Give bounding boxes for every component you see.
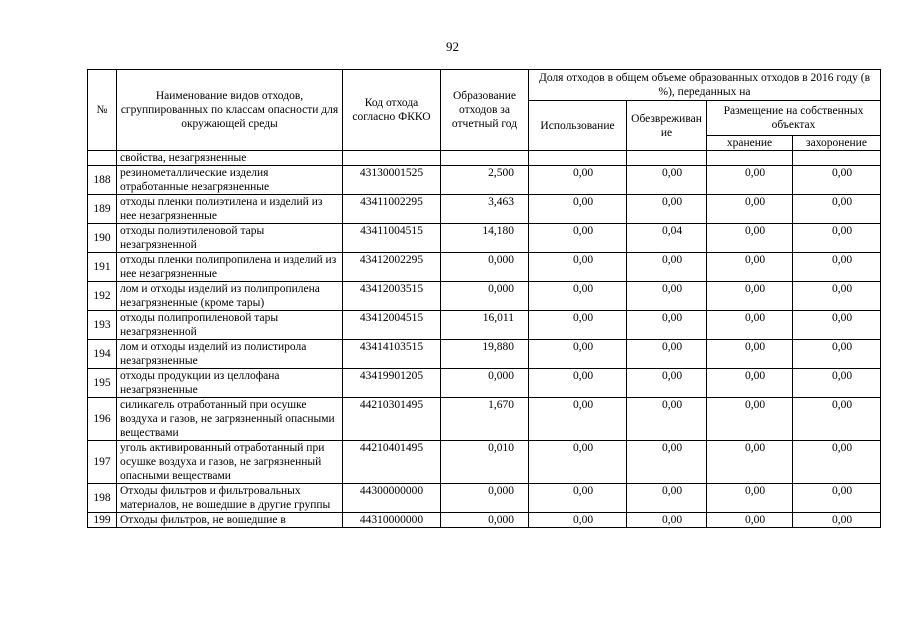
- waste-name: отходы полипропиленовой тары незагрязненной: [117, 311, 343, 340]
- header-generated: Образование отходов за отчетный год: [441, 70, 529, 151]
- generated-value: 0,000: [441, 282, 529, 311]
- table-row: [88, 311, 881, 340]
- storage-value: 0,00: [707, 340, 793, 369]
- use-value: 0,00: [529, 369, 627, 398]
- storage-value: 0,00: [707, 484, 793, 513]
- generated-value: 0,000: [441, 253, 529, 282]
- waste-code: 44310000000: [343, 513, 441, 528]
- waste-table: [87, 69, 881, 528]
- storage-value: 0,00: [707, 282, 793, 311]
- row-number: 189: [88, 195, 117, 224]
- use-value: 0,00: [529, 282, 627, 311]
- storage-value: 0,00: [707, 224, 793, 253]
- waste-name: лом и отходы изделий из полистирола незагрязненные: [117, 340, 343, 369]
- continuation-text: свойства, незагрязненные: [117, 151, 343, 166]
- use-value: 0,00: [529, 224, 627, 253]
- header-name: Наименование видов отходов, сгруппированных по классам опасности для окружающей среды: [117, 70, 343, 151]
- generated-value: 2,500: [441, 166, 529, 195]
- generated-value: 0,000: [441, 513, 529, 528]
- table-row: [88, 369, 881, 398]
- use-value: 0,00: [529, 484, 627, 513]
- neutral-value: 0,00: [627, 369, 707, 398]
- continuation-row: [88, 151, 881, 166]
- table-row: [88, 340, 881, 369]
- waste-name: отходы пленки полиэтилена и изделий из нее незагрязненные: [117, 195, 343, 224]
- row-number: 194: [88, 340, 117, 369]
- waste-code: 43419901205: [343, 369, 441, 398]
- waste-name: отходы полиэтиленовой тары незагрязненной: [117, 224, 343, 253]
- waste-name: лом и отходы изделий из полипропилена незагрязненные (кроме тары): [117, 282, 343, 311]
- use-value: 0,00: [529, 311, 627, 340]
- burial-value: 0,00: [793, 398, 881, 441]
- waste-name: отходы пленки полипропилена и изделий из нее незагрязненные: [117, 253, 343, 282]
- generated-value: 14,180: [441, 224, 529, 253]
- waste-name: отходы продукции из целлофана незагрязненные: [117, 369, 343, 398]
- neutral-value: 0,04: [627, 224, 707, 253]
- waste-code: 43412004515: [343, 311, 441, 340]
- neutral-value: 0,00: [627, 253, 707, 282]
- row-number: 190: [88, 224, 117, 253]
- neutral-value: 0,00: [627, 282, 707, 311]
- table-row: [88, 484, 881, 513]
- use-value: 0,00: [529, 513, 627, 528]
- neutral-value: 0,00: [627, 166, 707, 195]
- neutral-value: 0,00: [627, 484, 707, 513]
- header-storage: хранение: [707, 136, 793, 151]
- header-share: Доля отходов в общем объеме образованных отходов в 2016 году (в %), переданных на: [529, 70, 881, 101]
- generated-value: 0,000: [441, 484, 529, 513]
- storage-value: 0,00: [707, 311, 793, 340]
- waste-code: 43412003515: [343, 282, 441, 311]
- use-value: 0,00: [529, 195, 627, 224]
- row-number: 191: [88, 253, 117, 282]
- burial-value: 0,00: [793, 484, 881, 513]
- use-value: 0,00: [529, 441, 627, 484]
- waste-code: 43414103515: [343, 340, 441, 369]
- neutral-value: 0,00: [627, 195, 707, 224]
- waste-name: Отходы фильтров, не вошедшие в: [117, 513, 343, 528]
- generated-value: 0,010: [441, 441, 529, 484]
- storage-value: 0,00: [707, 398, 793, 441]
- use-value: 0,00: [529, 166, 627, 195]
- burial-value: 0,00: [793, 282, 881, 311]
- storage-value: 0,00: [707, 513, 793, 528]
- table-row: [88, 166, 881, 195]
- burial-value: 0,00: [793, 195, 881, 224]
- row-number: 198: [88, 484, 117, 513]
- header-code: Код отхода согласно ФККО: [343, 70, 441, 151]
- burial-value: 0,00: [793, 253, 881, 282]
- generated-value: 16,011: [441, 311, 529, 340]
- table-row: [88, 224, 881, 253]
- waste-code: 44210401495: [343, 441, 441, 484]
- row-number: 193: [88, 311, 117, 340]
- header-placement: Размещение на собственных объектах: [707, 101, 881, 136]
- table-row: [88, 441, 881, 484]
- table-row: [88, 195, 881, 224]
- burial-value: 0,00: [793, 166, 881, 195]
- header-burial: захоронение: [793, 136, 881, 151]
- header-use: Использование: [529, 101, 627, 151]
- storage-value: 0,00: [707, 166, 793, 195]
- use-value: 0,00: [529, 398, 627, 441]
- row-number: 195: [88, 369, 117, 398]
- waste-code: 44210301495: [343, 398, 441, 441]
- neutral-value: 0,00: [627, 513, 707, 528]
- row-number: 197: [88, 441, 117, 484]
- row-number: 196: [88, 398, 117, 441]
- row-number: 192: [88, 282, 117, 311]
- generated-value: 0,000: [441, 369, 529, 398]
- table-row: [88, 282, 881, 311]
- waste-code: 43412002295: [343, 253, 441, 282]
- row-number: 199: [88, 513, 117, 528]
- storage-value: 0,00: [707, 441, 793, 484]
- burial-value: 0,00: [793, 311, 881, 340]
- page-number: 92: [446, 39, 459, 54]
- waste-code: 43411002295: [343, 195, 441, 224]
- generated-value: 3,463: [441, 195, 529, 224]
- table-row: [88, 253, 881, 282]
- neutral-value: 0,00: [627, 398, 707, 441]
- storage-value: 0,00: [707, 369, 793, 398]
- table-row: [88, 398, 881, 441]
- neutral-value: 0,00: [627, 311, 707, 340]
- header-num: №: [88, 70, 117, 151]
- burial-value: 0,00: [793, 224, 881, 253]
- generated-value: 1,670: [441, 398, 529, 441]
- burial-value: 0,00: [793, 513, 881, 528]
- waste-name: Отходы фильтров и фильтровальных материалов, не вошедшие в другие группы: [117, 484, 343, 513]
- neutral-value: 0,00: [627, 340, 707, 369]
- burial-value: 0,00: [793, 369, 881, 398]
- use-value: 0,00: [529, 253, 627, 282]
- storage-value: 0,00: [707, 253, 793, 282]
- table-row: [88, 513, 881, 528]
- burial-value: 0,00: [793, 340, 881, 369]
- generated-value: 19,880: [441, 340, 529, 369]
- waste-code: 43130001525: [343, 166, 441, 195]
- waste-code: 43411004515: [343, 224, 441, 253]
- waste-name: уголь активированный отработанный при осушке воздуха и газов, не загрязненный опасными веществами: [117, 441, 343, 484]
- neutral-value: 0,00: [627, 441, 707, 484]
- row-number: 188: [88, 166, 117, 195]
- waste-name: силикагель отработанный при осушке воздуха и газов, не загрязненный опасными веществами: [117, 398, 343, 441]
- waste-code: 44300000000: [343, 484, 441, 513]
- storage-value: 0,00: [707, 195, 793, 224]
- waste-name: резинометаллические изделия отработанные незагрязненные: [117, 166, 343, 195]
- use-value: 0,00: [529, 340, 627, 369]
- header-neutral: Обезвреживание: [627, 101, 707, 151]
- burial-value: 0,00: [793, 441, 881, 484]
